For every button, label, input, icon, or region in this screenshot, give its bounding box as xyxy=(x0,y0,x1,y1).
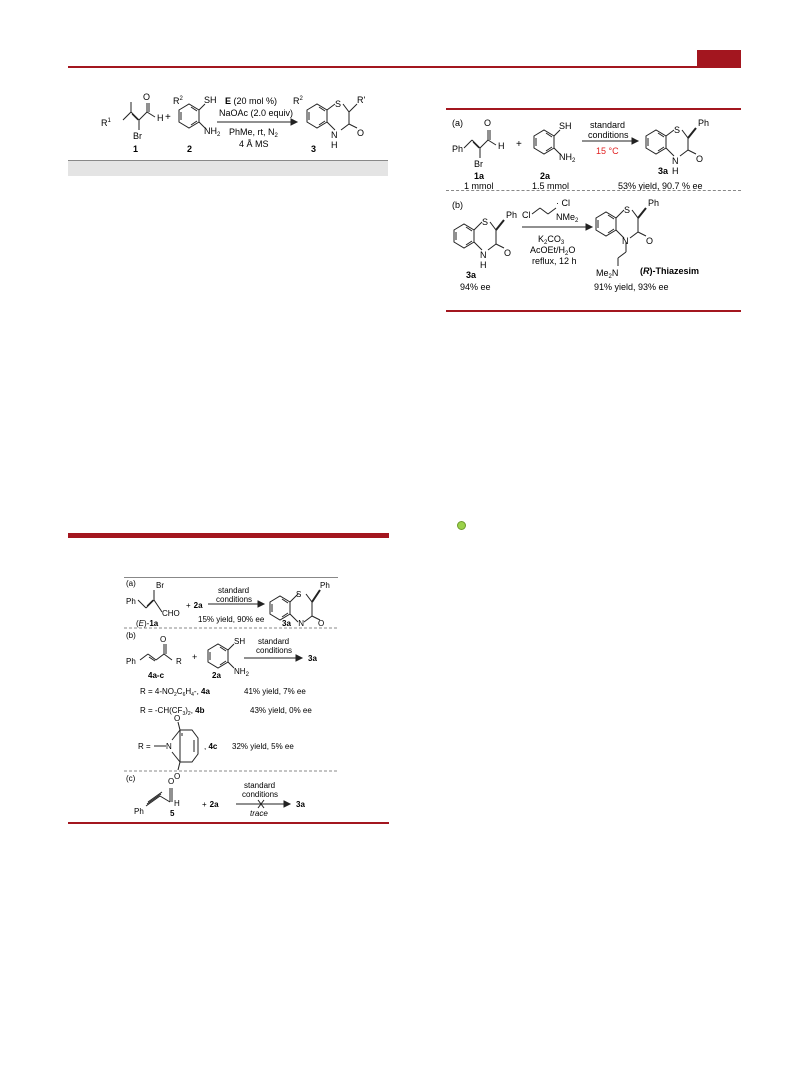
n-label: N xyxy=(298,619,304,628)
ee-3a: 94% ee xyxy=(460,282,491,292)
r1-label: $R^1$ xyxy=(101,118,111,128)
ph-label: Ph xyxy=(134,807,144,816)
r-label: R xyxy=(176,657,182,666)
product-3a: 3a xyxy=(282,619,291,628)
ph-label: Ph xyxy=(126,657,136,666)
sh-label: SH xyxy=(559,121,572,131)
phthalimide-o-bottom: O xyxy=(174,772,181,781)
o-product-label: O xyxy=(357,128,365,138)
h-label: H xyxy=(157,113,164,123)
section-rule xyxy=(68,533,389,538)
scheme-right-divider xyxy=(446,190,741,191)
n-h-label: H xyxy=(480,260,487,270)
temperature-label: 15 °C xyxy=(596,146,619,156)
arrow-top-2: conditions xyxy=(256,646,293,655)
amount-1a: 1 mmol xyxy=(464,181,494,191)
marker-dot xyxy=(457,521,466,530)
isomer-label: (E)-1a xyxy=(136,619,159,628)
scheme-a-label: (a) xyxy=(452,118,463,128)
n-label: N xyxy=(672,156,679,166)
plus-sign: + xyxy=(165,112,171,123)
plus-sign: + xyxy=(516,139,522,150)
cmpd-3-label: 3 xyxy=(311,144,317,154)
o-product-label: O xyxy=(696,154,704,164)
row-4b-label: $R = -CH(CF_3)_2$, 4b xyxy=(140,706,205,717)
conditions-label: PhMe, rt, $N_2$ xyxy=(229,127,278,139)
arrow-top-1: standard xyxy=(258,637,290,646)
nh2-label: $NH_2$ xyxy=(559,152,576,164)
scheme-left xyxy=(124,578,338,818)
scheme-right-top-rule xyxy=(446,108,741,110)
nh2-label: $NH_2$ xyxy=(204,126,221,138)
o-label: O xyxy=(160,635,167,644)
sh-label: SH xyxy=(204,95,217,105)
br-label: Br xyxy=(156,581,164,590)
n-label: N xyxy=(331,130,338,140)
br-label: Br xyxy=(474,159,483,169)
s-label: S xyxy=(335,99,342,109)
reagent-3: reflux, 12 h xyxy=(532,256,577,266)
o-label: O xyxy=(484,118,492,128)
table-reaction-scheme xyxy=(95,90,375,160)
o-label: O xyxy=(318,619,325,628)
catalyst-label: E (20 mol %) xyxy=(225,96,278,106)
plus-sign: + 2a xyxy=(186,601,203,610)
ph-label: Ph xyxy=(506,210,518,220)
cmpd-2a-label: 2a xyxy=(540,171,551,181)
cmpd-5-label: 5 xyxy=(170,809,175,818)
arrow-bottom-trace: trace xyxy=(250,809,268,818)
row-4c-cmpd: , 4c xyxy=(204,742,218,751)
row-4c-result: 32% yield, 5% ee xyxy=(232,742,294,751)
o-label: O xyxy=(143,92,151,102)
cmpd-4-label: 4a-c xyxy=(148,671,165,680)
s-label: S xyxy=(674,125,681,135)
result-a: 15% yield, 90% ee xyxy=(198,615,265,624)
scheme-b-label: (b) xyxy=(452,200,463,210)
arrow-top-2: conditions xyxy=(588,130,629,140)
o-label: O xyxy=(504,248,512,258)
arrow-top-1: standard xyxy=(244,781,276,790)
h-label: H xyxy=(498,141,505,151)
s-label: S xyxy=(482,217,489,227)
r2-label: $R^2$ xyxy=(173,96,183,106)
arrow-top-1: standard xyxy=(590,120,626,130)
h-label: H xyxy=(174,799,180,808)
o-product-label: O xyxy=(646,236,654,246)
r-prime-label: R' xyxy=(357,95,366,105)
cmpd-3a-label: 3a xyxy=(658,166,669,176)
cho-label: CHO xyxy=(162,609,180,618)
header-rule xyxy=(68,66,741,68)
hcl-label: · Cl xyxy=(556,198,570,208)
row-4c-label: R = xyxy=(138,742,151,751)
n-h-label: H xyxy=(672,166,679,176)
table-header-band xyxy=(68,161,388,176)
scheme-right-bottom-rule xyxy=(446,310,741,312)
scheme-b-right xyxy=(446,194,741,294)
reagent-1: $K_2CO_3$ xyxy=(538,234,565,246)
product-3a: 3a xyxy=(296,800,305,809)
arrow-top-2: conditions xyxy=(216,595,253,604)
scheme-left-bottom-rule xyxy=(68,822,389,824)
base-label: NaOAc (2.0 equiv) xyxy=(219,108,294,118)
ph-label: Ph xyxy=(452,144,464,154)
ph-label: Ph xyxy=(126,597,136,606)
row-4a-label: $R = 4-NO_2C_6H_4-$, 4a xyxy=(140,687,210,698)
arrow-top-1: standard xyxy=(218,586,250,595)
arrow-top-2: conditions xyxy=(242,790,279,799)
ph-product-label: Ph xyxy=(320,581,330,590)
cmpd-3a-label: 3a xyxy=(466,270,477,280)
scheme-left-c-label: (c) xyxy=(126,774,136,783)
s-product-label: S xyxy=(624,205,631,215)
product-3a: 3a xyxy=(308,654,317,663)
cmpd-1-label: 1 xyxy=(133,144,139,154)
o-label: O xyxy=(168,777,175,786)
nh2-label: $NH_2$ xyxy=(234,667,249,678)
cl-label: Cl xyxy=(522,210,531,220)
cmpd-2-label: 2 xyxy=(187,144,193,154)
phthalimide-o-top: O xyxy=(174,714,181,723)
n-product-label: N xyxy=(622,236,629,246)
cmpd-1a-label: 1a xyxy=(474,171,485,181)
thiazesim-label: (R)-Thiazesim xyxy=(640,266,700,276)
row-4a-result: 41% yield, 7% ee xyxy=(244,687,306,696)
reagent-2: AcOEt/$H_2O$ xyxy=(530,245,576,257)
corner-tag xyxy=(697,50,741,66)
sieves-label: 4 Å MS xyxy=(239,139,269,149)
scheme-left-b-label: (b) xyxy=(126,631,136,640)
s-label: S xyxy=(296,590,302,599)
thiazesim-result: 91% yield, 93% ee xyxy=(594,282,669,292)
n-h-label: H xyxy=(331,140,338,150)
ph-product-label: Ph xyxy=(648,198,660,208)
sh-label: SH xyxy=(234,637,246,646)
plus-sign: + xyxy=(192,652,198,662)
r2-product-label: $R^2$ xyxy=(293,96,303,106)
row-4b-result: 43% yield, 0% ee xyxy=(250,706,312,715)
phthalimide-n: N xyxy=(166,742,172,751)
br-label: Br xyxy=(133,131,142,141)
amount-2a: 1.5 mmol xyxy=(532,181,570,191)
n-label: N xyxy=(480,250,487,260)
ph-product-label: Ph xyxy=(698,118,710,128)
plus-sign: + 2a xyxy=(202,800,219,809)
cmpd-2a-label: 2a xyxy=(212,671,221,680)
result-3a: 53% yield, 90.7 % ee xyxy=(618,181,703,191)
nme2-label: NMe$_2$ xyxy=(556,212,579,224)
me2n-label: $Me_2N$ xyxy=(596,268,619,280)
scheme-a-right xyxy=(446,112,741,194)
scheme-left-a-label: (a) xyxy=(126,579,136,588)
